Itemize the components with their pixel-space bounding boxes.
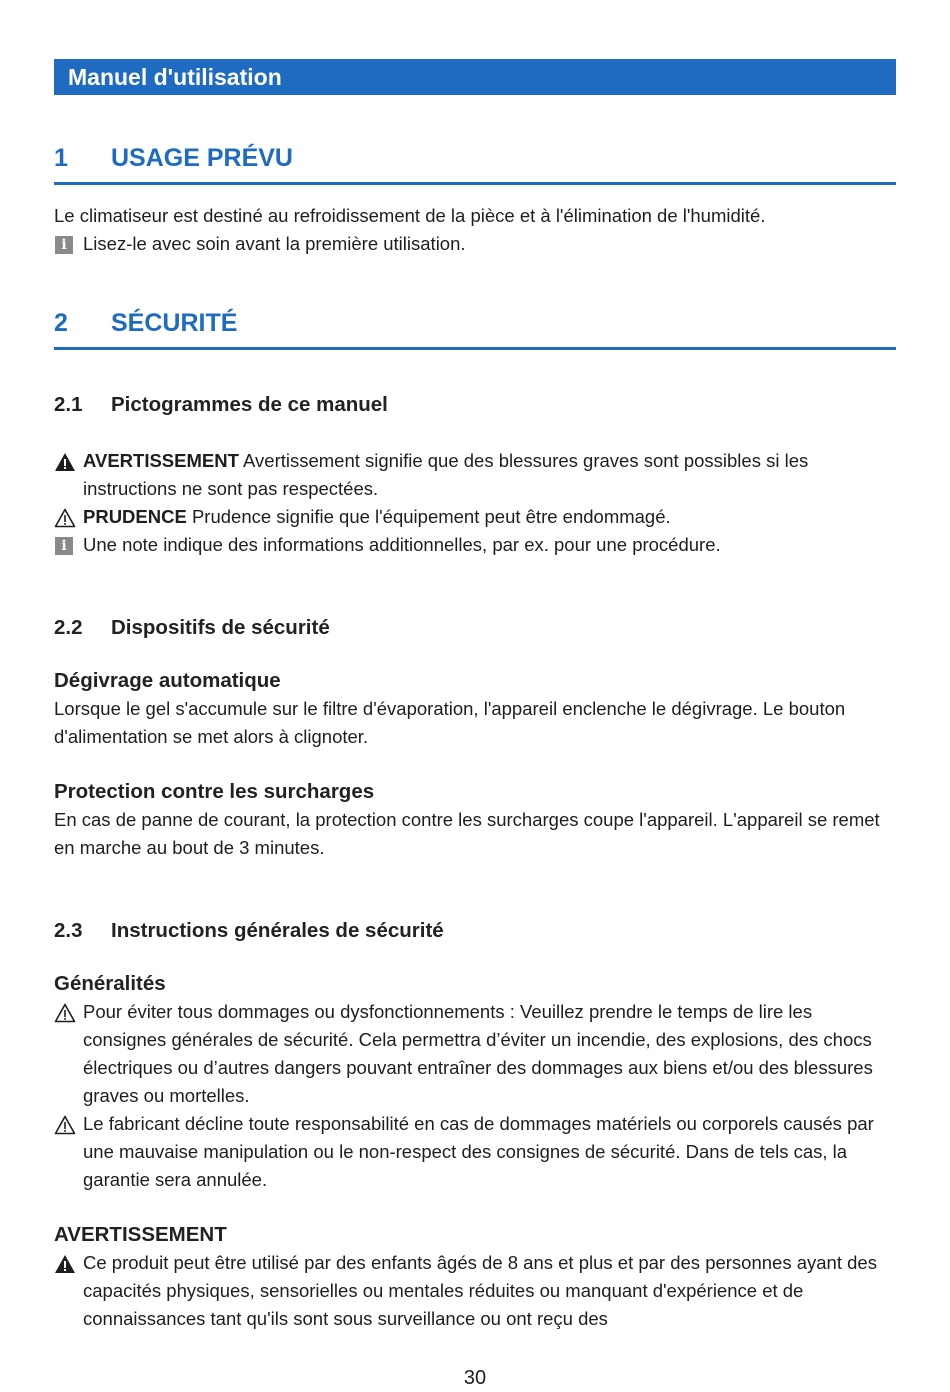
info-icon: i [55,537,73,555]
warning-filled-icon [54,452,76,472]
subsection-2-1-heading [54,393,896,417]
intended-use-text: Le climatiseur est destiné au refroidissement de la pièce et à l'élimination de l'humidité. [54,205,766,226]
page-number: 30 [463,1367,487,1389]
warning-heading: AVERTISSEMENT [54,1223,227,1246]
subsection-number: 2.2 [54,616,83,639]
liability-caution-item [54,1110,896,1194]
note-description: Une note indique des informations additionnelles, par ex. pour une procédure. [83,534,721,555]
subsection-number: 2.3 [54,919,83,942]
general-caution-text: Pour éviter tous dommages ou dysfonctionnements : Veuillez prendre le temps de lire les consignes générales de sécurité. Cela permettra d’éviter un incendie, des explosions, des chocs électriques ou d’autres dangers pouvant entraîner des dommages aux biens et/ou des blessures graves ou mortelles. [83,1001,873,1106]
note-pictogram-item [54,531,896,559]
section-number: 2 [54,309,68,337]
info-icon: i [55,236,73,254]
info-note [54,230,896,258]
overload-heading: Protection contre les surcharges [54,780,375,803]
subsection-title: Pictogrammes de ce manuel [111,393,388,416]
subsection-title: Instructions générales de sécurité [111,919,444,942]
children-warning-text: Ce produit peut être utilisé par des enfants âgés de 8 ans et plus et par des personnes ayant des capacités physiques, sensorielles ou mentales réduites ou manquant d'expérience et de connaissances tant qu'ils sont sous surveillance ou ont reçu des [83,1252,877,1329]
section-1-heading [54,144,896,185]
caution-outline-icon [54,508,76,528]
caution-outline-icon [54,1115,76,1135]
subsection-2-2-heading [54,616,896,640]
header-banner: Manuel d'utilisation [54,59,896,95]
section-title: SÉCURITÉ [111,309,238,337]
subsection-number: 2.1 [54,393,83,416]
warning-pictogram-item [54,447,896,503]
general-caution-item [54,998,896,1110]
warning-description: Avertissement signifie que des blessures graves sont possibles si les instructions ne sont pas respectées. [83,450,809,499]
subsection-2-3-heading [54,919,896,943]
overload-text: En cas de panne de courant, la protection contre les surcharges coupe l'appareil. L'appareil se remet en marche au bout de 3 minutes. [54,809,880,858]
liability-caution-text: Le fabricant décline toute responsabilité en cas de dommages matériels ou corporels causés par une mauvaise manipulation ou le non-respect des consignes de sécurité. Dans de tels cas, la garantie sera annulée. [83,1113,874,1190]
caution-description: Prudence signifie que l'équipement peut être endommagé. [186,506,671,527]
children-warning-item [54,1249,896,1333]
defrost-text: Lorsque le gel s'accumule sur le filtre d'évaporation, l'appareil enclenche le dégivrage. Le bouton d'alimentation se met alors à clignoter. [54,698,846,747]
section-2-heading [54,309,896,350]
caution-outline-icon [54,1003,76,1023]
manual-page [54,59,896,1333]
section-number: 1 [54,144,68,172]
warning-keyword: AVERTISSEMENT [83,450,239,471]
subsection-title: Dispositifs de sécurité [111,616,330,639]
warning-filled-icon [54,1254,76,1274]
caution-pictogram-item [54,503,896,531]
defrost-heading: Dégivrage automatique [54,669,281,692]
info-note-text: Lisez-le avec soin avant la première utilisation. [83,233,466,254]
section-title: USAGE PRÉVU [111,144,293,172]
caution-keyword: PRUDENCE [83,506,187,527]
general-heading: Généralités [54,972,166,995]
